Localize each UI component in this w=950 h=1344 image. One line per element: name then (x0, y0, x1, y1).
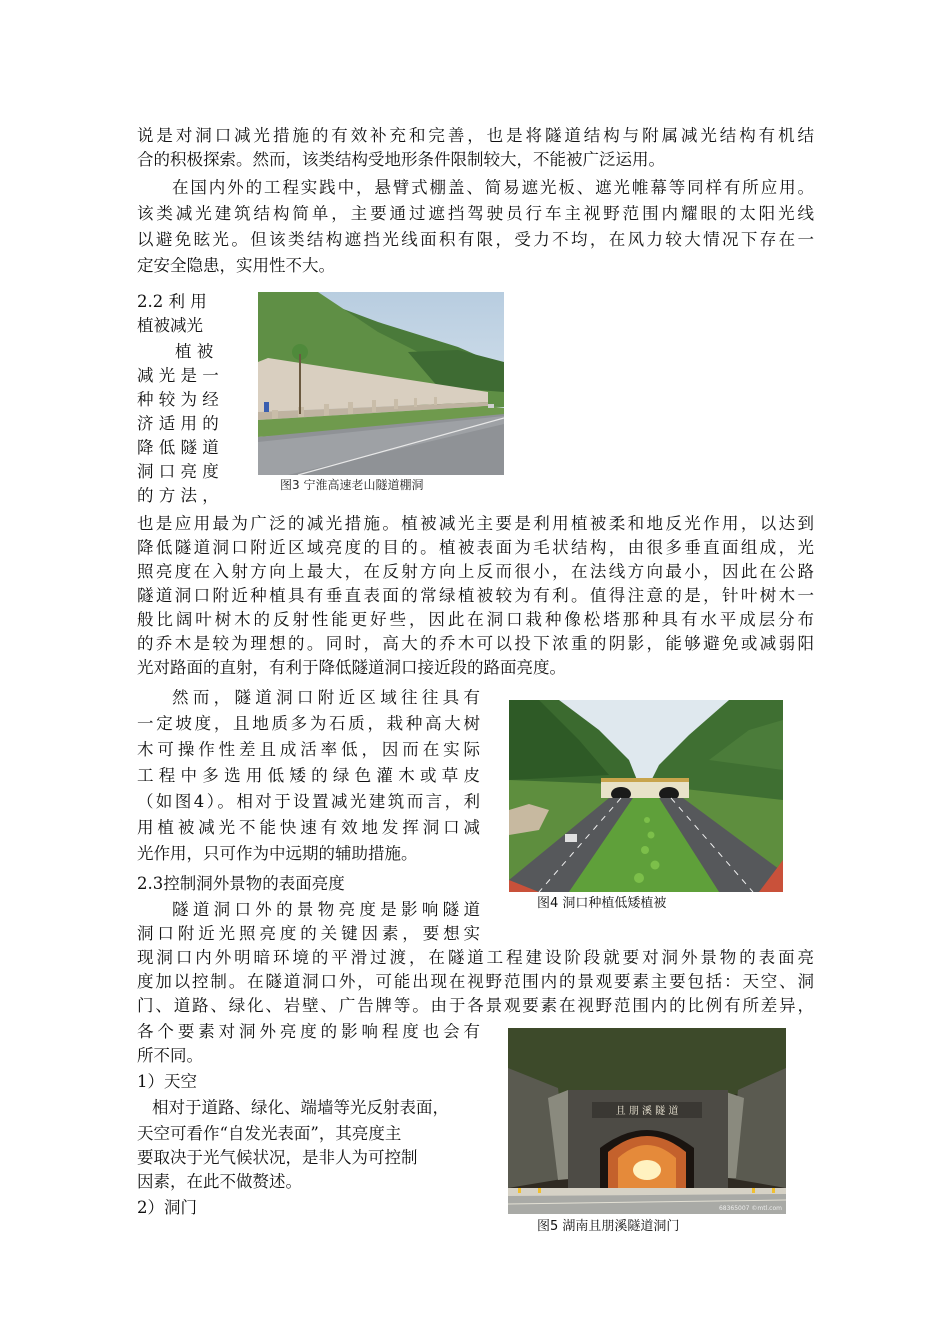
body-text-line: 门、道路、绿化、岩壁、广告牌等。由于各景观要素在视野范围内的比例有所差异， (137, 996, 814, 1015)
body-text-line: 植 被 (175, 342, 214, 361)
figure-3-caption: 图3 宁淮高速老山隧道棚洞 (280, 478, 424, 492)
tunnel-portal-photo (508, 1028, 786, 1214)
body-text-line: 工程中多选用低矮的绿色灌木或草皮 (137, 766, 480, 785)
body-text-line: 说是对洞口减光措施的有效补充和完善，也是将隧道结构与附属减光结构有机结 (137, 126, 814, 145)
section-heading: 植被减光 (137, 316, 203, 335)
body-text-line: 照亮度在入射方向上最大，在反射方向上反而很小，在法线方向最小，因此在公路 (137, 562, 814, 581)
body-text-line: 以避免眩光。但该类结构遮挡光线面积有限，受力不均，在风力较大情况下存在一 (137, 230, 814, 249)
section-heading: 2.2 利 用 (137, 292, 207, 311)
body-text-line: 要取决于光气候状况，是非人为可控制 (137, 1148, 418, 1167)
figure-3-image (258, 292, 504, 475)
subsection-heading: 1）天空 (137, 1072, 197, 1091)
body-text-line: 一定坡度，且地质多为石质，栽种高大树 (137, 714, 480, 733)
body-text-line: 然而，隧道洞口附近区域往往具有 (172, 688, 480, 707)
body-text-line: 降 低 隧 道 (137, 438, 219, 457)
body-text-line: 般比阔叶树木的反射性能更好些，因此在洞口栽种像松塔那种具有水平成层分布 (137, 610, 814, 629)
body-text-line: 该类减光建筑结构简单，主要通过遮挡驾驶员行车主视野范围内耀眼的太阳光线 (137, 204, 814, 223)
figure-4-caption: 图4 洞口种植低矮植被 (537, 896, 667, 911)
portal-name-text: 且 朋 溪 隧 道 (615, 1106, 679, 1117)
body-text-line: 在国内外的工程实践中，悬臂式棚盖、简易遮光板、遮光帷幕等同样有所应用。 (172, 178, 814, 197)
body-text-line: 济 适 用 的 (137, 414, 219, 433)
body-text-line: 因素，在此不做赘述。 (137, 1172, 302, 1191)
body-text-line: 定安全隐患，实用性不大。 (137, 256, 335, 275)
figure-5-caption: 图5 湖南且朋溪隧道洞门 (537, 1219, 680, 1234)
body-text-line: 用植被减光不能快速有效地发挥洞口减 (137, 818, 480, 837)
figure-5-image (508, 1028, 786, 1214)
body-text-line: 相对于道路、绿化、端墙等光反射表面， (152, 1098, 449, 1117)
body-text-line: 也是应用最为广泛的减光措施。植被减光主要是利用植被柔和地反光作用，以达到 (137, 514, 814, 533)
body-text-line: 天空可看作“自发光表面”，其亮度主 (137, 1124, 402, 1143)
body-text-line: 减 光 是 一 (137, 366, 219, 385)
body-text-line: 现洞口内外明暗环境的平滑过渡，在隧道工程建设阶段就要对洞外景物的表面亮 (137, 948, 814, 967)
body-text-line: 隧道洞口附近种植具有垂直表面的常绿植被较为有利。值得注意的是，针叶树木一 (137, 586, 814, 605)
figure-4-image (509, 700, 783, 892)
body-text-line: 洞口附近光照亮度的关键因素，要想实 (137, 924, 480, 943)
section-heading: 2.3控制洞外景物的表面亮度 (137, 874, 345, 893)
body-text-line: 度加以控制。在隧道洞口外，可能出现在视野范围内的景观要素主要包括：天空、洞 (137, 972, 814, 991)
body-text-line: 降低隧道洞口附近区域亮度的目的。植被表面为毛状结构，由很多垂直面组成，光 (137, 538, 814, 557)
body-text-line: 所不同。 (137, 1046, 203, 1065)
body-text-line: 合的积极探索。然而，该类结构受地形条件限制较大，不能被广泛运用。 (137, 150, 665, 169)
body-text-line: 洞 口 亮 度 (137, 462, 219, 481)
body-text-line: 各个要素对洞外亮度的影响程度也会有 (137, 1022, 480, 1041)
subsection-heading: 2）洞门 (137, 1198, 197, 1217)
body-text-line: 的乔木是较为理想的。同时，高大的乔木可以投下浓重的阴影，能够避免或减弱阳 (137, 634, 814, 653)
body-text-line: 隧道洞口外的景物亮度是影响隧道 (172, 900, 480, 919)
body-text-line: 光对路面的直射，有利于降低隧道洞口接近段的路面亮度。 (137, 658, 566, 677)
shed-tunnel-photo (258, 292, 504, 475)
tunnel-portal-vegetation-photo (509, 700, 783, 892)
watermark-text: 68365007 ©mtl.com (718, 1205, 782, 1212)
body-text-line: 种 较 为 经 (137, 390, 219, 409)
body-text-line: 的 方 法 ， (137, 486, 219, 505)
body-text-line: （如图4）。相对于设置减光建筑而言，利 (137, 792, 480, 811)
body-text-line: 光作用，只可作为中远期的辅助措施。 (137, 844, 418, 863)
body-text-line: 木可操作性差且成活率低，因而在实际 (137, 740, 480, 759)
